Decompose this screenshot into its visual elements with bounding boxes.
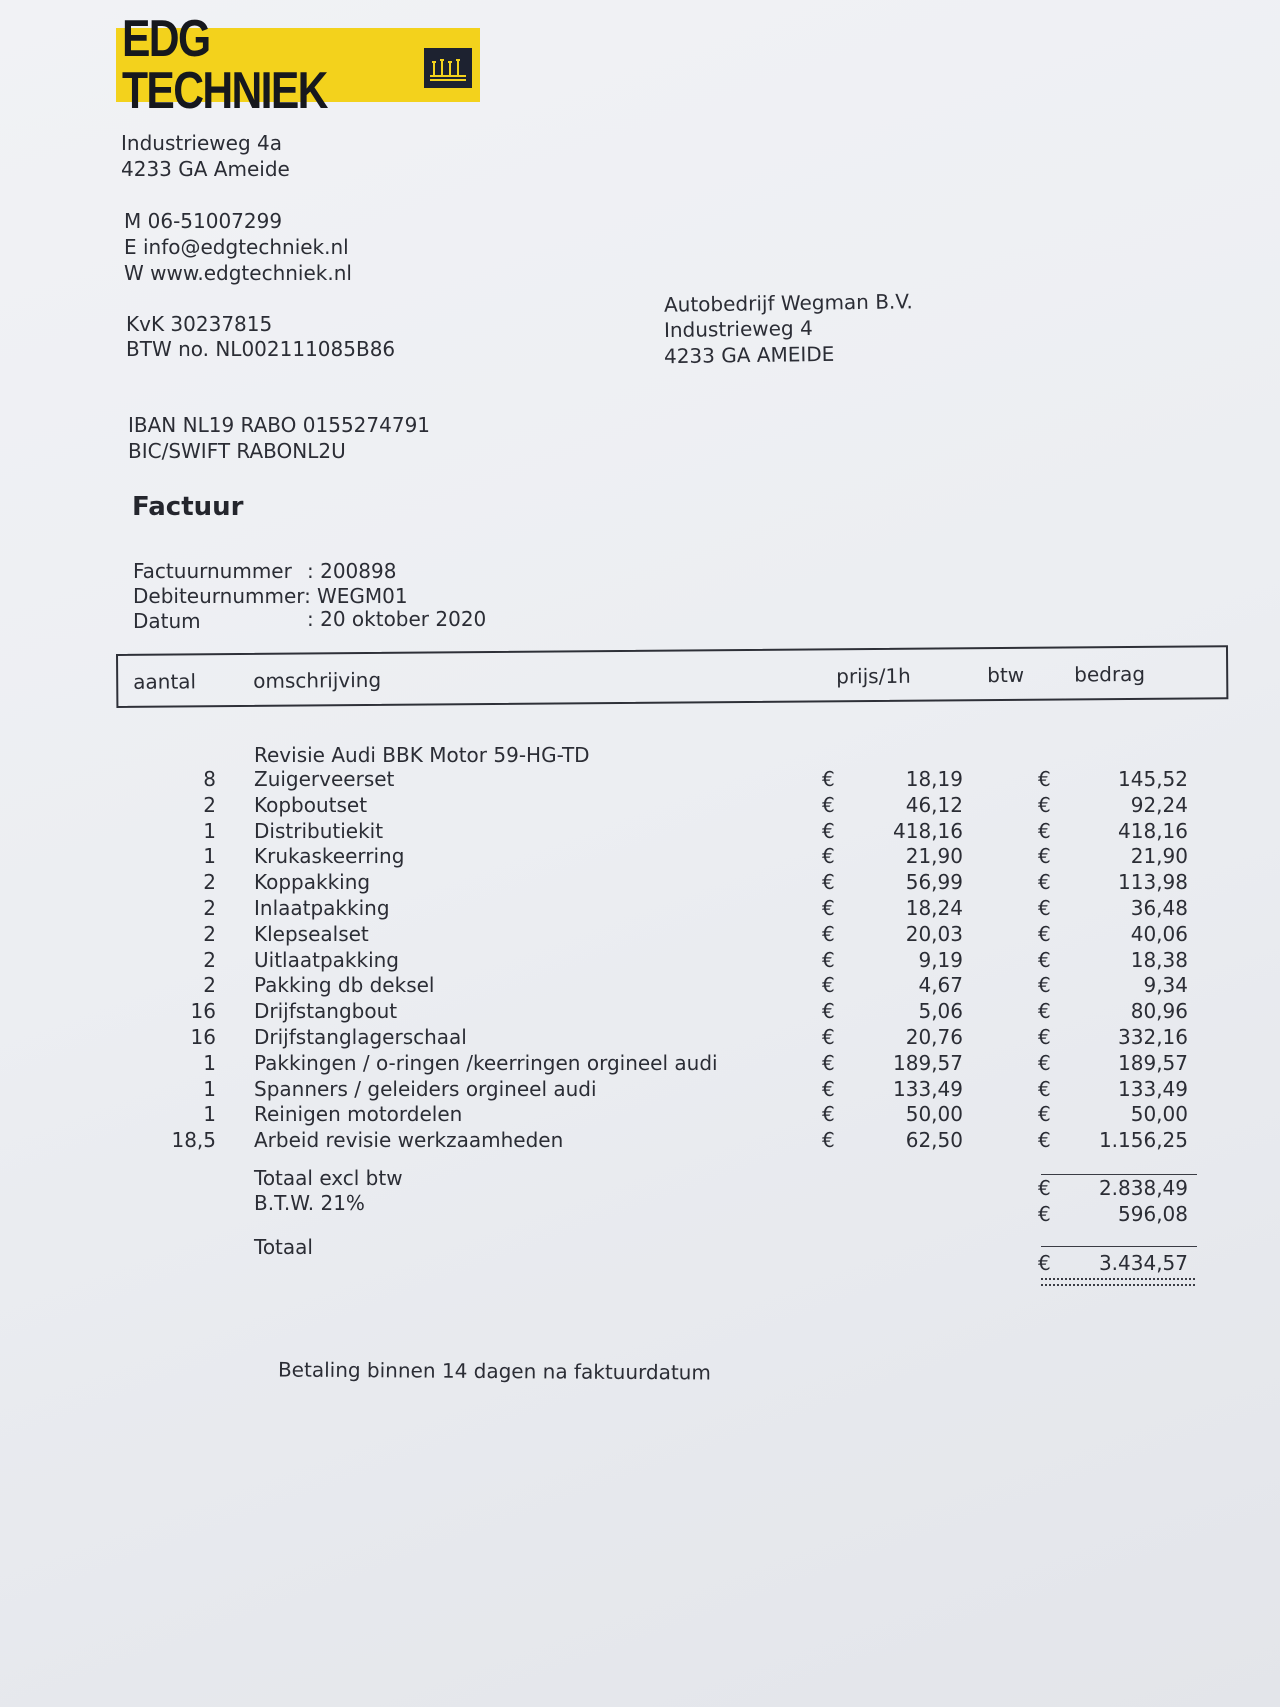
invoice-title: Factuur bbox=[132, 492, 244, 522]
amount-cell: 113,98 bbox=[1118, 870, 1188, 895]
amount-cell: 145,52 bbox=[1118, 767, 1188, 791]
price-cell: 62,50 bbox=[905, 1128, 963, 1153]
qty-cell: 2 bbox=[203, 792, 216, 817]
euro-sign: € bbox=[1038, 844, 1051, 869]
vat-label: B.T.W. 21% bbox=[254, 1191, 365, 1215]
company-bic: BIC/SWIFT RABONL2U bbox=[128, 439, 346, 463]
engine-icon bbox=[424, 48, 472, 88]
euro-sign: € bbox=[822, 1128, 835, 1153]
euro-sign: € bbox=[1038, 1102, 1051, 1127]
total-excl-label: Totaal excl btw bbox=[254, 1166, 403, 1190]
price-cell: 46,12 bbox=[905, 792, 963, 817]
euro-sign: € bbox=[1038, 1050, 1051, 1075]
table-row bbox=[0, 1077, 1280, 1103]
euro-sign: € bbox=[1038, 947, 1051, 972]
recipient-name: Autobedrijf Wegman B.V. bbox=[663, 289, 913, 317]
company-btw-number: BTW no. NL002111085B86 bbox=[126, 337, 396, 361]
description-cell: Drijfstanglagerschaal bbox=[254, 1025, 467, 1049]
euro-sign: € bbox=[822, 999, 835, 1024]
company-email: E info@edgtechniek.nl bbox=[124, 235, 349, 259]
price-cell: 50,00 bbox=[905, 1102, 963, 1127]
qty-cell: 1 bbox=[203, 844, 216, 869]
qty-cell: 1 bbox=[203, 1102, 216, 1127]
total-double-underline bbox=[1041, 1278, 1195, 1286]
euro-sign: € bbox=[822, 767, 835, 791]
total-rule bbox=[1041, 1246, 1197, 1247]
amount-cell: 92,24 bbox=[1130, 792, 1188, 817]
euro-sign: € bbox=[822, 973, 835, 998]
total-excl-value: 2.838,49 bbox=[1098, 1176, 1188, 1200]
invoice-number-label: Factuurnummer bbox=[133, 559, 292, 583]
price-cell: 20,76 bbox=[905, 1025, 963, 1049]
amount-cell: 36,48 bbox=[1130, 896, 1188, 920]
price-cell: 9,19 bbox=[918, 947, 963, 972]
amount-cell: 80,96 bbox=[1130, 999, 1188, 1024]
table-row bbox=[0, 1102, 1280, 1128]
amount-cell: 133,49 bbox=[1118, 1076, 1188, 1101]
table-row bbox=[0, 793, 1280, 819]
euro-sign: € bbox=[822, 896, 835, 920]
euro-sign: € bbox=[1038, 999, 1051, 1024]
recipient-street: Industrieweg 4 bbox=[663, 315, 813, 343]
euro-sign: € bbox=[1038, 1128, 1051, 1153]
company-kvk: KvK 30237815 bbox=[126, 312, 273, 336]
invoice-number-value: : 200898 bbox=[307, 559, 397, 583]
recipient-city: 4233 GA AMEIDE bbox=[663, 341, 835, 369]
table-row bbox=[0, 999, 1280, 1025]
euro-sign: € bbox=[822, 1076, 835, 1101]
euro-sign: € bbox=[1038, 1251, 1051, 1275]
euro-sign: € bbox=[1038, 973, 1051, 998]
euro-sign: € bbox=[1038, 792, 1051, 817]
amount-cell: 21,90 bbox=[1130, 844, 1188, 869]
company-mobile: M 06-51007299 bbox=[124, 209, 283, 233]
company-logo bbox=[116, 10, 480, 120]
table-row bbox=[0, 1025, 1280, 1051]
euro-sign: € bbox=[822, 870, 835, 895]
amount-cell: 18,38 bbox=[1130, 947, 1188, 972]
euro-sign: € bbox=[1038, 1076, 1051, 1101]
payment-terms: Betaling binnen 14 dagen na faktuurdatum bbox=[277, 1357, 711, 1385]
table-row bbox=[0, 973, 1280, 999]
col-header-description: omschrijving bbox=[253, 667, 382, 693]
description-cell: Reinigen motordelen bbox=[254, 1102, 463, 1127]
table-row bbox=[0, 767, 1280, 793]
price-cell: 21,90 bbox=[905, 844, 963, 869]
euro-sign: € bbox=[1038, 1025, 1051, 1049]
euro-sign: € bbox=[1038, 921, 1051, 946]
qty-cell: 2 bbox=[203, 947, 216, 972]
amount-cell: 9,34 bbox=[1143, 973, 1188, 998]
col-header-price: prijs/1h bbox=[836, 663, 911, 689]
company-address-line1: Industrieweg 4a bbox=[121, 131, 282, 155]
invoice-date-value: : 20 oktober 2020 bbox=[307, 607, 487, 631]
price-cell: 18,19 bbox=[905, 767, 963, 791]
price-cell: 4,67 bbox=[918, 973, 963, 998]
price-cell: 20,03 bbox=[905, 921, 963, 946]
invoice-date-label: Datum bbox=[133, 609, 201, 633]
company-iban: IBAN NL19 RABO 0155274791 bbox=[128, 413, 431, 437]
qty-cell: 16 bbox=[190, 999, 216, 1024]
euro-sign: € bbox=[822, 818, 835, 843]
table-row bbox=[0, 819, 1280, 845]
qty-cell: 1 bbox=[203, 818, 216, 843]
table-header bbox=[116, 645, 1228, 708]
table-row bbox=[0, 1051, 1280, 1077]
price-cell: 189,57 bbox=[893, 1050, 963, 1075]
description-cell: Koppakking bbox=[254, 870, 371, 895]
qty-cell: 1 bbox=[203, 1076, 216, 1101]
qty-cell: 1 bbox=[203, 1050, 216, 1075]
table-row bbox=[0, 870, 1280, 896]
company-address-line2: 4233 GA Ameide bbox=[121, 157, 290, 181]
qty-cell: 16 bbox=[190, 1025, 216, 1049]
qty-cell: 2 bbox=[203, 896, 216, 920]
col-header-btw: btw bbox=[987, 662, 1025, 688]
euro-sign: € bbox=[1038, 818, 1051, 843]
description-cell: Distributiekit bbox=[254, 818, 384, 843]
description-cell: Arbeid revisie werkzaamheden bbox=[254, 1128, 564, 1153]
description-cell: Drijfstangbout bbox=[254, 999, 398, 1024]
euro-sign: € bbox=[822, 921, 835, 946]
description-cell: Zuigerveerset bbox=[254, 767, 395, 791]
table-row bbox=[0, 948, 1280, 974]
debtor-number-label: Debiteurnummer: bbox=[133, 584, 311, 608]
price-cell: 56,99 bbox=[905, 870, 963, 895]
amount-cell: 50,00 bbox=[1130, 1102, 1188, 1127]
euro-sign: € bbox=[1038, 1176, 1051, 1200]
description-cell: Pakking db deksel bbox=[254, 973, 435, 998]
col-header-qty: aantal bbox=[133, 669, 197, 694]
amount-cell: 332,16 bbox=[1118, 1025, 1188, 1049]
total-label: Totaal bbox=[254, 1235, 313, 1259]
euro-sign: € bbox=[1038, 896, 1051, 920]
company-web: W www.edgtechniek.nl bbox=[124, 261, 352, 285]
euro-sign: € bbox=[822, 1025, 835, 1049]
euro-sign: € bbox=[1038, 870, 1051, 895]
amount-cell: 189,57 bbox=[1118, 1050, 1188, 1075]
qty-cell: 18,5 bbox=[171, 1128, 216, 1153]
qty-cell: 8 bbox=[203, 767, 216, 791]
euro-sign: € bbox=[1038, 1202, 1051, 1226]
description-cell: Krukaskeerring bbox=[254, 844, 405, 869]
description-cell: Kopboutset bbox=[254, 792, 368, 817]
description-cell: Uitlaatpakking bbox=[254, 947, 399, 972]
qty-cell: 2 bbox=[203, 921, 216, 946]
col-header-amount: bedrag bbox=[1074, 661, 1146, 687]
price-cell: 18,24 bbox=[905, 896, 963, 920]
qty-cell: 2 bbox=[203, 973, 216, 998]
euro-sign: € bbox=[822, 1050, 835, 1075]
euro-sign: € bbox=[822, 947, 835, 972]
amount-cell: 40,06 bbox=[1130, 921, 1188, 946]
table-row bbox=[0, 922, 1280, 948]
vat-value: 596,08 bbox=[1118, 1202, 1188, 1226]
table-row bbox=[0, 844, 1280, 870]
amount-cell: 1.156,25 bbox=[1098, 1128, 1188, 1153]
price-cell: 418,16 bbox=[893, 818, 963, 843]
description-cell: Spanners / geleiders orgineel audi bbox=[254, 1076, 597, 1101]
euro-sign: € bbox=[1038, 767, 1051, 791]
table-row bbox=[0, 1128, 1280, 1154]
description-cell: Pakkingen / o-ringen /keerringen orgineel audi bbox=[254, 1050, 718, 1075]
euro-sign: € bbox=[822, 1102, 835, 1127]
company-name: EDG TECHNIEK bbox=[122, 10, 327, 120]
table-row bbox=[0, 896, 1280, 922]
price-cell: 133,49 bbox=[893, 1076, 963, 1101]
amount-cell: 418,16 bbox=[1118, 818, 1188, 843]
description-cell: Inlaatpakking bbox=[254, 896, 390, 920]
euro-sign: € bbox=[822, 792, 835, 817]
qty-cell: 2 bbox=[203, 870, 216, 895]
debtor-number-value: WEGM01 bbox=[317, 584, 408, 608]
euro-sign: € bbox=[822, 844, 835, 869]
price-cell: 5,06 bbox=[918, 999, 963, 1024]
section-title: Revisie Audi BBK Motor 59-HG-TD bbox=[254, 743, 590, 767]
description-cell: Klepsealset bbox=[254, 921, 369, 946]
total-value: 3.434,57 bbox=[1098, 1251, 1188, 1275]
